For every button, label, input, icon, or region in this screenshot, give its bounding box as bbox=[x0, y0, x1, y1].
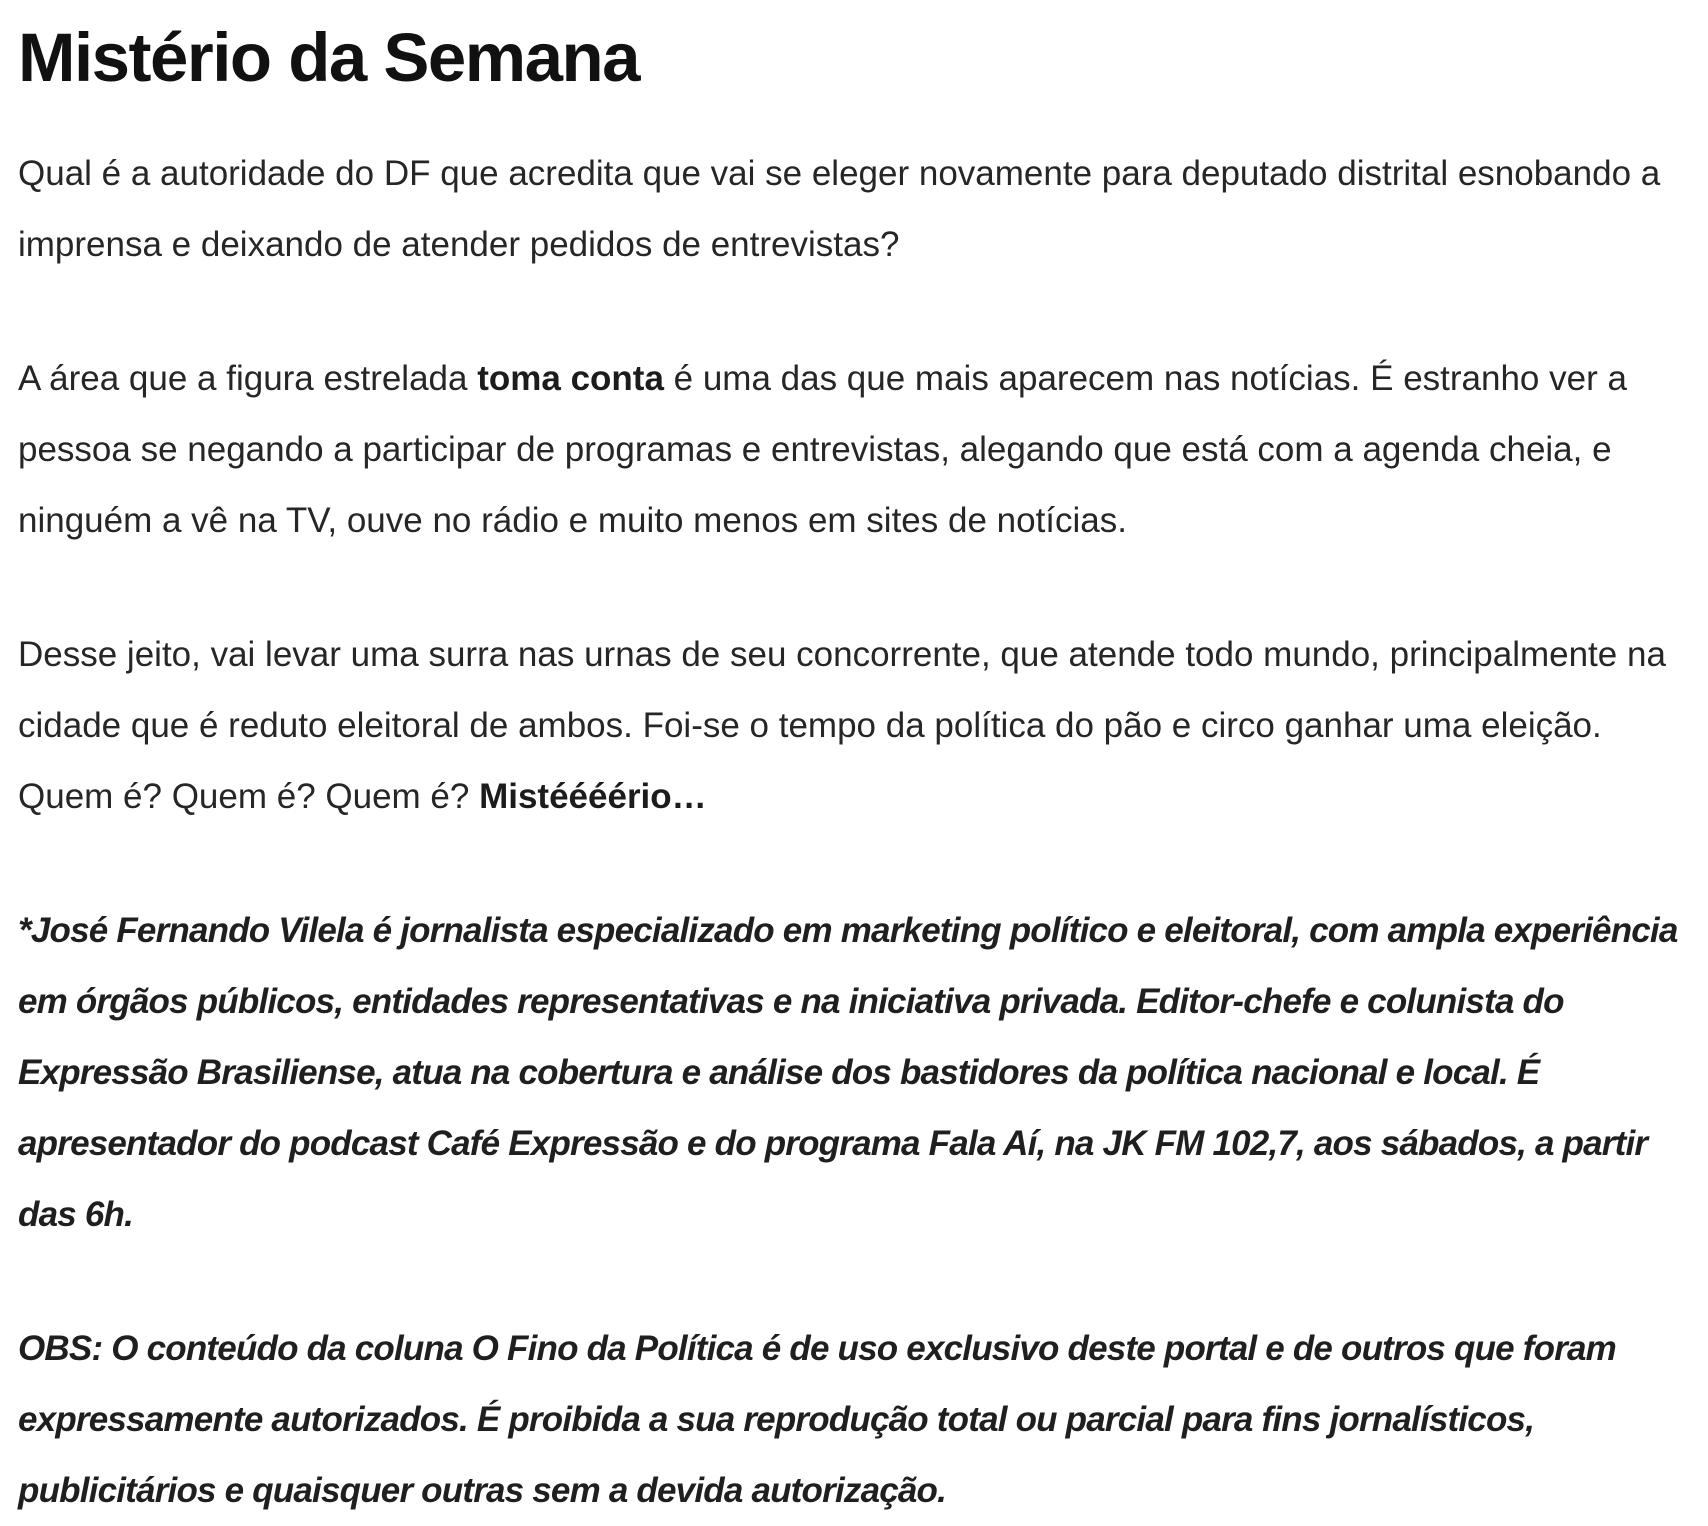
author-bio: *José Fernando Vilela é jornalista especializado em marketing político e eleitoral, com ampla experiência em órgãos públicos, entidades representativas e na iniciativa privada. Editor-chefe e colunista do Expressão Brasiliense, atua na cobertura e análise dos bastidores da política nacional e local. É apresentador do podcast Café Expressão e do programa Fala Aí, na JK FM 102,7, aos sábados, a partir das 6h. bbox=[18, 911, 1678, 1234]
article-paragraph-2 bbox=[18, 343, 1690, 556]
paragraph-2-text-end: é uma das que mais aparecem nas notícias. É estranho ver a pessoa se negando a participar de programas e entrevistas, alegando que está com a agenda cheia, e ninguém a vê na TV, ouve no rádio e muito menos em sites de notícias. bbox=[18, 359, 1627, 540]
mystery-exclamation: Mistéééério… bbox=[479, 777, 707, 816]
article-title: Mistério da Semana bbox=[18, 19, 640, 96]
disclaimer-note: OBS: O conteúdo da coluna O Fino da Política é de uso exclusivo deste portal e de outros que foram expressamente autorizados. É proibida a sua reprodução total ou parcial para fins jornalísticos, publicitários e quaisquer outras sem a devida autorização. bbox=[18, 1329, 1616, 1510]
paragraph-2-text-start: A área que a figura estrelada bbox=[18, 359, 478, 398]
paragraph-2-bold-text: toma conta bbox=[477, 359, 664, 398]
article bbox=[18, 0, 1690, 1526]
article-paragraph-3 bbox=[18, 619, 1690, 832]
paragraph-3-text: Desse jeito, vai levar uma surra nas urnas de seu concorrente, que atende todo mundo, principalmente na cidade que é reduto eleitoral de ambos. Foi-se o tempo da política do pão e circo ganhar uma eleição. Quem é? Quem é? Quem é? bbox=[18, 635, 1666, 816]
article-paragraph-1: Qual é a autoridade do DF que acredita que vai se eleger novamente para deputado distrital esnobando a imprensa e deixando de atender pedidos de entrevistas? bbox=[18, 154, 1661, 264]
